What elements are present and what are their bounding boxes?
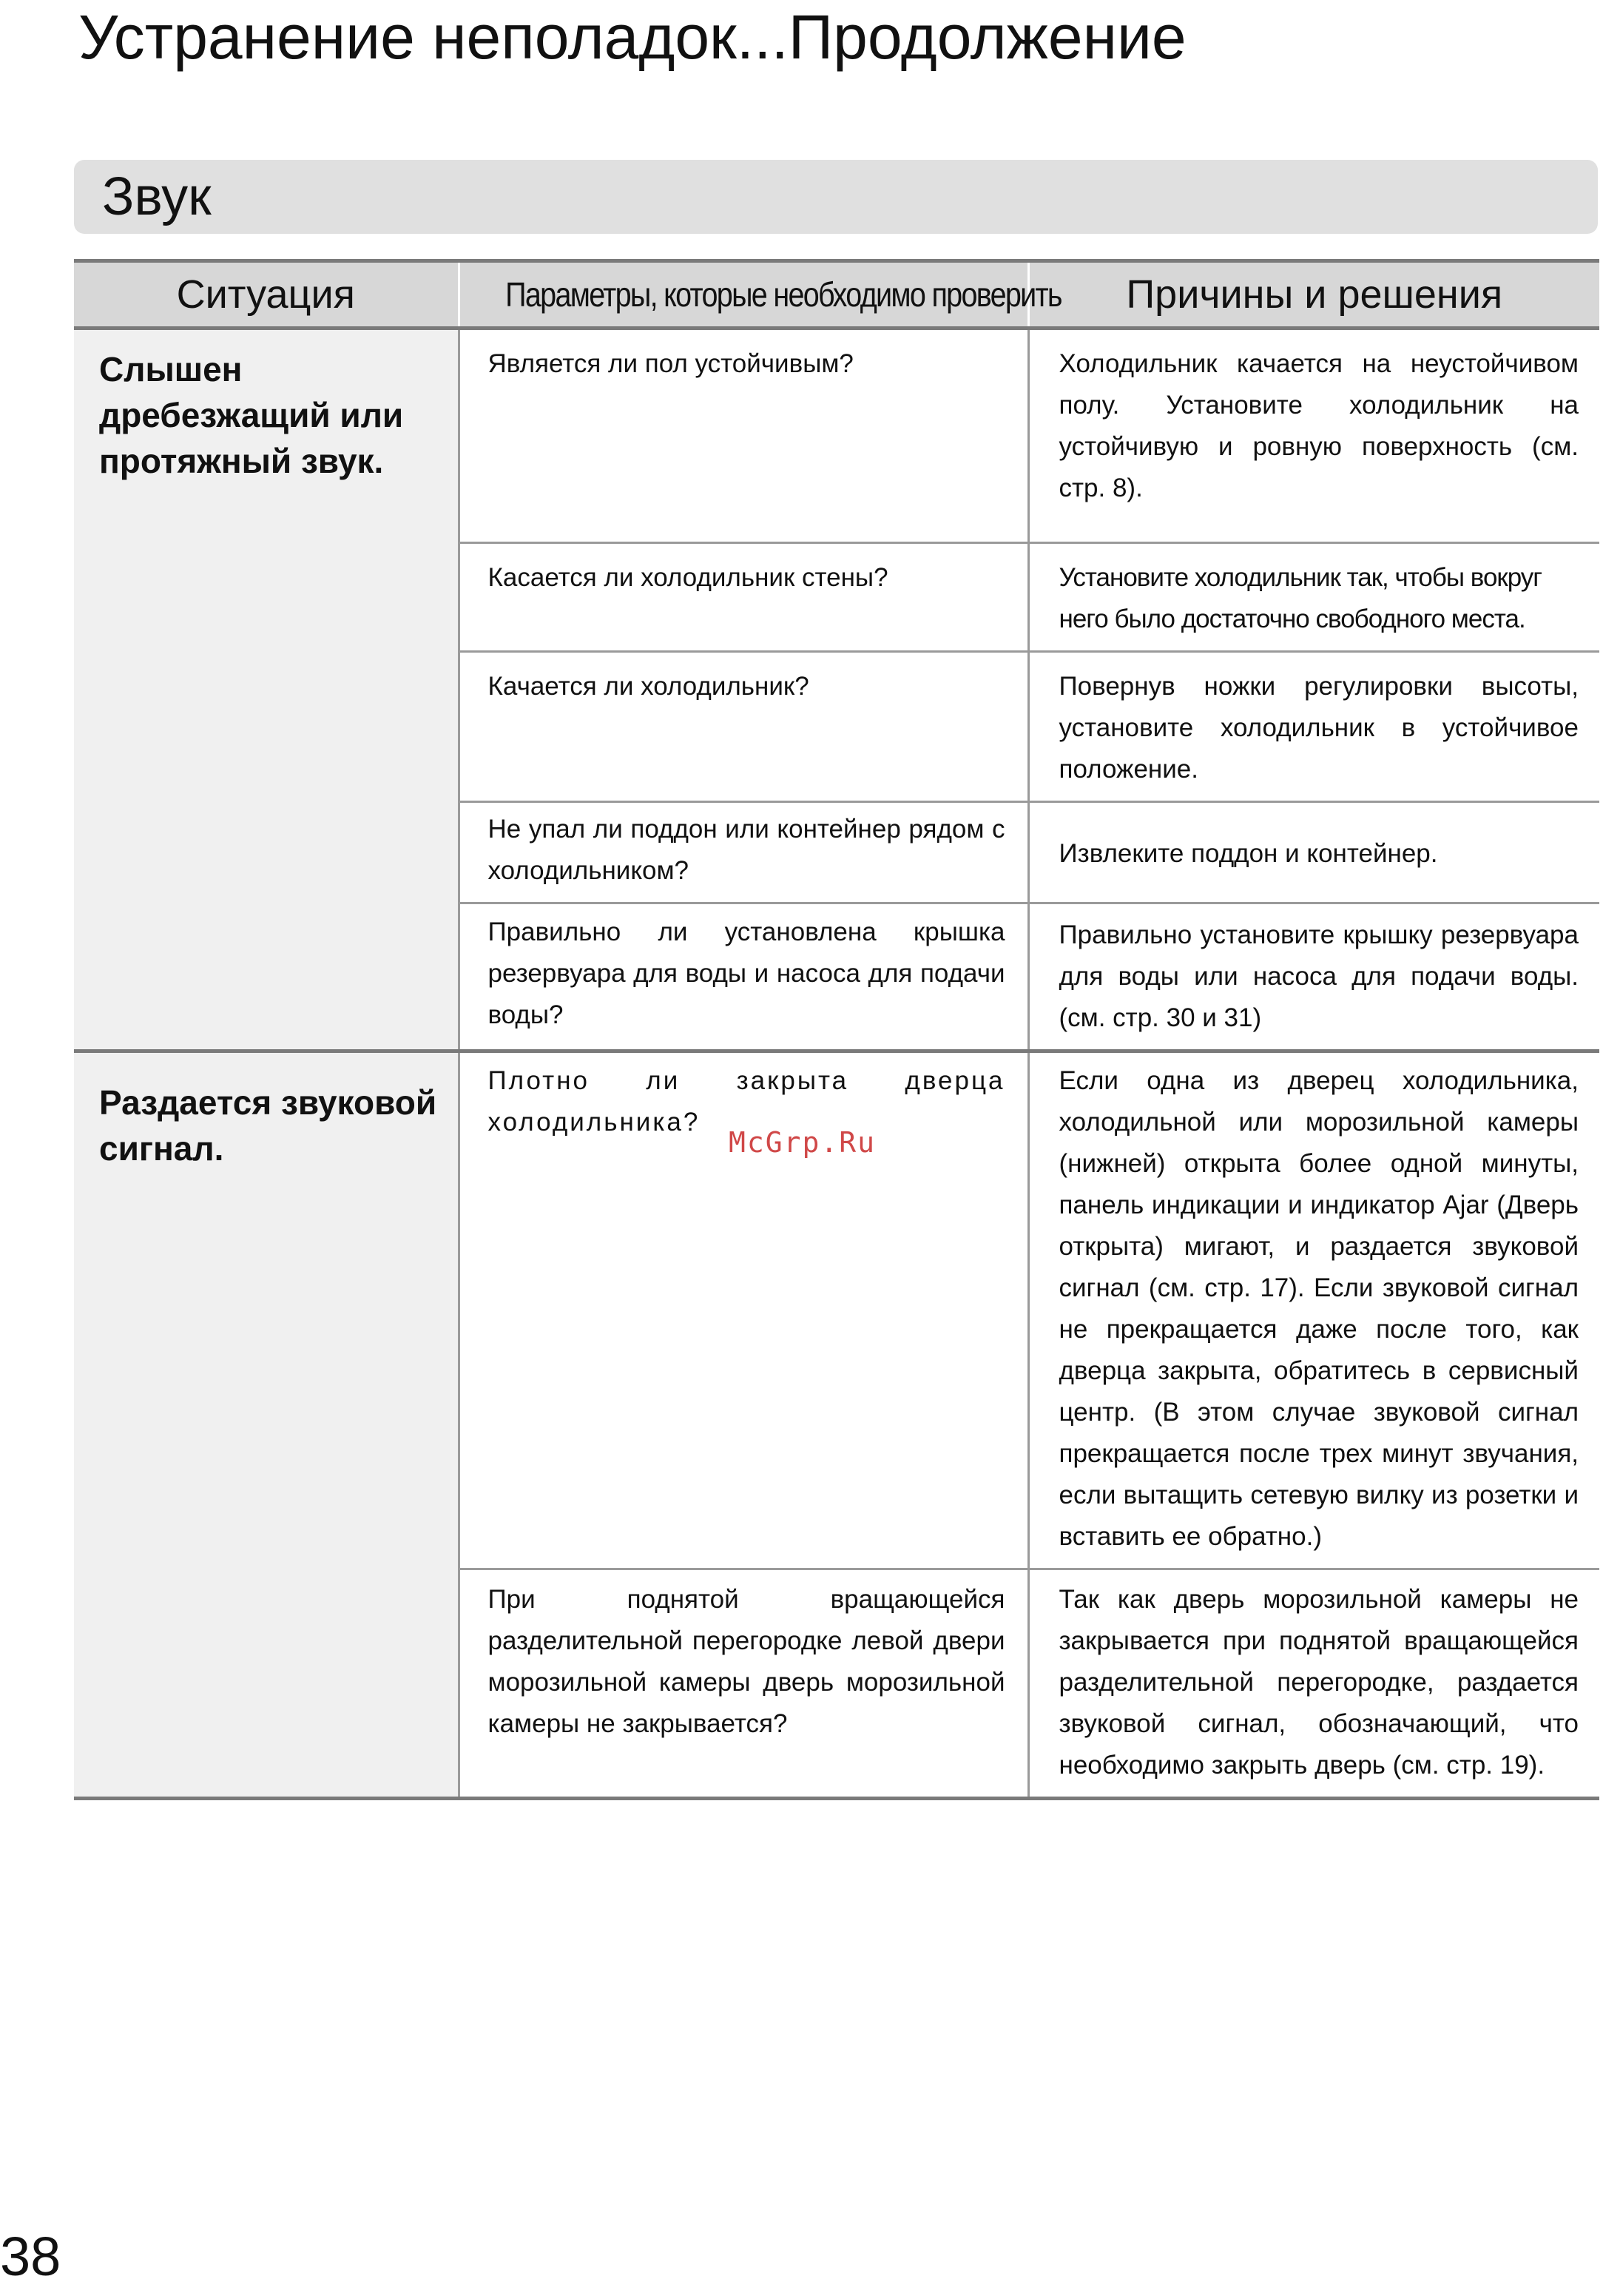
solution-cell: Повернув ножки регулировки высоты, установите холодильник в устойчивое положение.	[1028, 652, 1599, 802]
check-cell: Касается ли холодильник стены?	[459, 543, 1028, 652]
check-cell: Качается ли холодильник?	[459, 652, 1028, 802]
solution-cell: Если одна из дверец холодильника, холодильной или морозильной камеры (нижней) открыта более одной минуты, панель индикации и индикатор Ajar (Дверь открыта) мигают, и раздается звуковой сигнал (см. стр. 17). Если звуковой сигнал не прекращается даже после того, как дверца закрыта, обратитесь в сервисный центр. (В этом случае звуковой сигнал прекращается после трех минут звучания, если вытащить сетевую вилку из розетки и вставить ее обратно.)	[1028, 1051, 1599, 1569]
column-header-check: Параметры, которые необходимо проверить	[459, 261, 1028, 329]
troubleshooting-table	[74, 259, 1599, 1800]
watermark: McGrp.Ru	[729, 1126, 877, 1159]
solution-cell: Извлеките поддон и контейнер.	[1028, 802, 1599, 903]
check-cell: Не упал ли поддон или контейнер рядом с холодильником?	[459, 802, 1028, 903]
situation-cell: Раздается звуковой сигнал.	[74, 1051, 459, 1799]
check-cell: Плотно ли закрыта дверца холодильника?	[459, 1051, 1028, 1569]
situation-cell: Слышен дребезжащий или протяжный звук.	[74, 329, 459, 1051]
section-title: Звук	[102, 167, 212, 226]
check-cell: Правильно ли установлена крышка резервуара для воды и насоса для подачи воды?	[459, 903, 1028, 1051]
column-header-situation: Ситуация	[74, 261, 459, 329]
check-cell: Является ли пол устойчивым?	[459, 329, 1028, 543]
check-cell: При поднятой вращающейся разделительной перегородке левой двери морозильной камеры дверь морозильной камеры не закрывается?	[459, 1569, 1028, 1799]
solution-cell: Холодильник качается на неустойчивом полу. Установите холодильник на устойчивую и ровную поверхность (см. стр. 8).	[1028, 329, 1599, 543]
solution-cell: Установите холодильник так, чтобы вокруг него было достаточно свободного места.	[1028, 543, 1599, 652]
solution-cell: Так как дверь морозильной камеры не закрывается при поднятой вращающейся разделительной перегородке, раздается звуковой сигнал, обозначающий, что необходимо закрыть дверь (см. стр. 19).	[1028, 1569, 1599, 1799]
page-number: 38	[0, 2226, 61, 2287]
column-header-solution: Причины и решения	[1028, 261, 1599, 329]
section-header-bar	[74, 160, 1598, 234]
solution-cell: Правильно установите крышку резервуара для воды или насоса для подачи воды. (см. стр. 30 и 31)	[1028, 903, 1599, 1051]
table-header-row	[74, 261, 1599, 329]
table-row	[74, 329, 1599, 543]
page-title: Устранение неполадок...Продолжение	[78, 2, 1187, 72]
